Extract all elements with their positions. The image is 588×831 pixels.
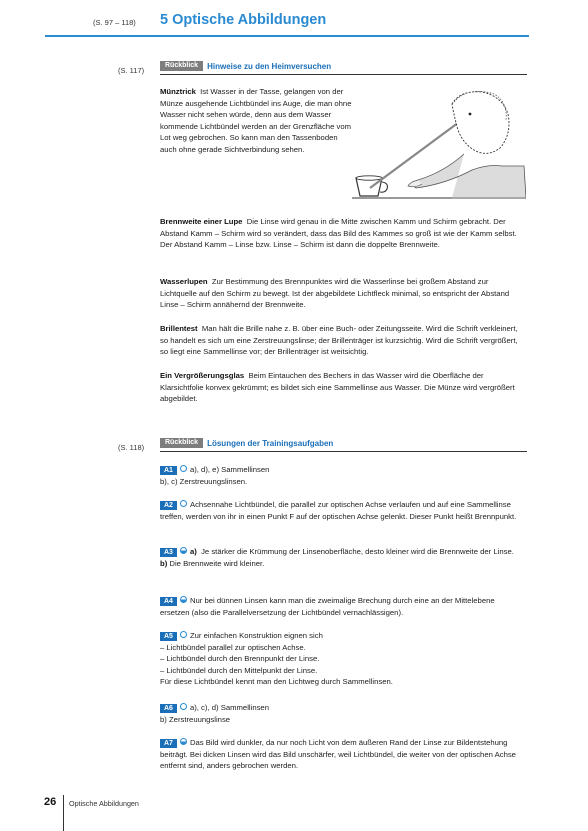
a5-list	[160, 642, 526, 677]
text-wasserlupen: Zur Bestimmung des Brennpunktes wird die Wasserlinse bei großem Abstand zur Lichtquelle auf den Schirm zu bewegt. Ist der abgebildete Lichtfleck minimal, so entspricht der Abstand Linse – Schirm annähernd der Brennweite.	[160, 277, 510, 309]
term-brillentest: Brillentest	[160, 324, 198, 333]
a1-badge: A1	[160, 466, 177, 475]
difficulty-medium-icon	[180, 738, 187, 745]
paragraph-brennweite-lupe	[160, 216, 526, 251]
a3-text-a: Je stärker die Krümmung der Linsenoberfläche, desto kleiner wird die Brennweite der Linse.	[201, 547, 514, 556]
a1-line1: a), d), e) Sammellinsen	[189, 465, 270, 474]
header-rule	[45, 35, 529, 37]
a3-label-a: a)	[189, 547, 197, 556]
muenztrick-paragraph	[160, 86, 356, 155]
text-brillentest: Man hält die Brille nahe z. B. über eine Buch- oder Zeitungsseite. Wird die Schrift verkleinert, so handelt es sich um eine Zerstreuungslinse; der Brillenträger ist kurzsichtig. Wird die Schrift vergrößert, so liegt eine Sammellinse vor; der Brillenträger ist weitsichtig.	[160, 324, 518, 356]
a4-text: Nur bei dünnen Linsen kann man die zweimalige Brechung durch eine an der Mittelebene ersetzen (also die Parallelversetzung der Lichtbündel vernachlässigen).	[160, 596, 495, 617]
a5-intro: Zur einfachen Konstruktion eignen sich	[189, 631, 323, 640]
difficulty-medium-icon	[180, 596, 187, 603]
difficulty-easy-icon	[180, 631, 187, 638]
difficulty-easy-icon	[180, 703, 187, 710]
a5-outro: Für diese Lichtbündel kennt man den Lichtweg durch Sammellinsen.	[160, 677, 393, 686]
a5-badge: A5	[160, 632, 177, 641]
section1-title: Hinweise zu den Heimversuchen	[207, 62, 332, 71]
difficulty-easy-icon	[180, 500, 187, 507]
text-brennweite-lupe: Die Linse wird genau in die Mitte zwischen Kamm und Schirm gebracht. Der Abstand Kamm – Schirm wird so verändert, dass das Bild des Kammes so groß ist wie der Kamm selbst. Der Abstand Kamm – Linse bzw. Linse – Schirm ist dann die doppelte Brennweite.	[160, 217, 517, 249]
a3-label-b: b)	[160, 558, 168, 568]
a6-badge: A6	[160, 704, 177, 713]
answer-a5	[160, 630, 526, 688]
text-vergroesserungsglas: Beim Eintauchen des Bechers in das Wasser wird die Oberfläche der Klarsichtfolie konvex gekrümmt; es bildet sich eine Sammellinse aus Wasser. Die Münze wird vergrößert abgebildet.	[160, 371, 515, 403]
section2-heading	[160, 438, 527, 452]
coin-trick-illustration	[352, 84, 526, 204]
section2-page-ref: (S. 118)	[118, 443, 145, 452]
a3-badge: A3	[160, 548, 177, 557]
answer-a7	[160, 737, 526, 772]
paragraph-wasserlupen	[160, 276, 526, 311]
section2-tag: Rückblick	[160, 438, 203, 448]
page-number: 26	[44, 796, 57, 808]
a7-text: Das Bild wird dunkler, da nur noch Licht von dem äußeren Rand der Linse zur Bildentstehung beiträgt. Bei dicken Linsen wird das Bild unschärfer, weil Lichtbündel, die weiter von der optischen Achse entfernt sind, anders gebrochen werden.	[160, 738, 516, 770]
answer-a1	[160, 464, 526, 487]
term-vergroesserungsglas: Ein Vergrößerungsglas	[160, 371, 245, 380]
a2-text: Achsennahe Lichtbündel, die parallel zur optischen Achse verlaufen und auf eine Sammellinse treffen, werden von ihr in einen Punkt F auf der optischen Achse gelenkt. Dieser Punkt heißt Brennpunkt.	[160, 500, 517, 521]
difficulty-medium-icon	[180, 547, 187, 554]
a7-badge: A7	[160, 739, 177, 748]
paragraph-brillentest	[160, 323, 526, 358]
section1-page-ref: (S. 117)	[118, 66, 145, 75]
list-item: – Lichtbündel parallel zur optischen Achse.	[160, 642, 306, 652]
footer-rule	[63, 795, 64, 831]
a6-line2: b) Zerstreuungslinse	[160, 714, 231, 724]
a1-line2: b), c) Zerstreuungslinsen.	[160, 476, 248, 486]
answer-a3	[160, 546, 526, 569]
chapter-title: 5 Optische Abbildungen	[160, 12, 327, 28]
a4-badge: A4	[160, 597, 177, 606]
answer-a4	[160, 595, 526, 618]
difficulty-easy-icon	[180, 465, 187, 472]
term-brennweite-lupe: Brennweite einer Lupe	[160, 217, 243, 226]
page-range: (S. 97 – 118)	[93, 18, 136, 27]
a2-badge: A2	[160, 501, 177, 510]
a3-text-b: Die Brennweite wird kleiner.	[169, 558, 265, 568]
section2-title: Lösungen der Trainingsaufgaben	[207, 439, 334, 448]
list-item: – Lichtbündel durch den Brennpunkt der Linse.	[160, 654, 320, 663]
a6-line1: a), c), d) Sammellinsen	[189, 703, 269, 712]
section1-heading	[160, 61, 527, 75]
answer-a6	[160, 702, 526, 725]
muenztrick-text: Ist Wasser in der Tasse, gelangen von der Münze ausgehende Lichtbündel ins Auge, die man ohne Wasser nicht sehen würde, denn aus dem Wasser kommende Lichtbündel werden an der Grenzfläche vom Lot weg gebrochen. So kann man den Tassenboden auch ohne gerade Sichtverbindung sehen.	[160, 87, 352, 154]
footer-title: Optische Abbildungen	[69, 799, 139, 808]
answer-a2	[160, 499, 526, 522]
list-item: – Lichtbündel durch den Mittelpunkt der Linse.	[160, 665, 318, 675]
term-wasserlupen: Wasserlupen	[160, 277, 208, 286]
muenztrick-term: Münztrick	[160, 87, 196, 96]
section1-tag: Rückblick	[160, 61, 203, 71]
paragraph-vergroesserungsglas	[160, 370, 526, 405]
